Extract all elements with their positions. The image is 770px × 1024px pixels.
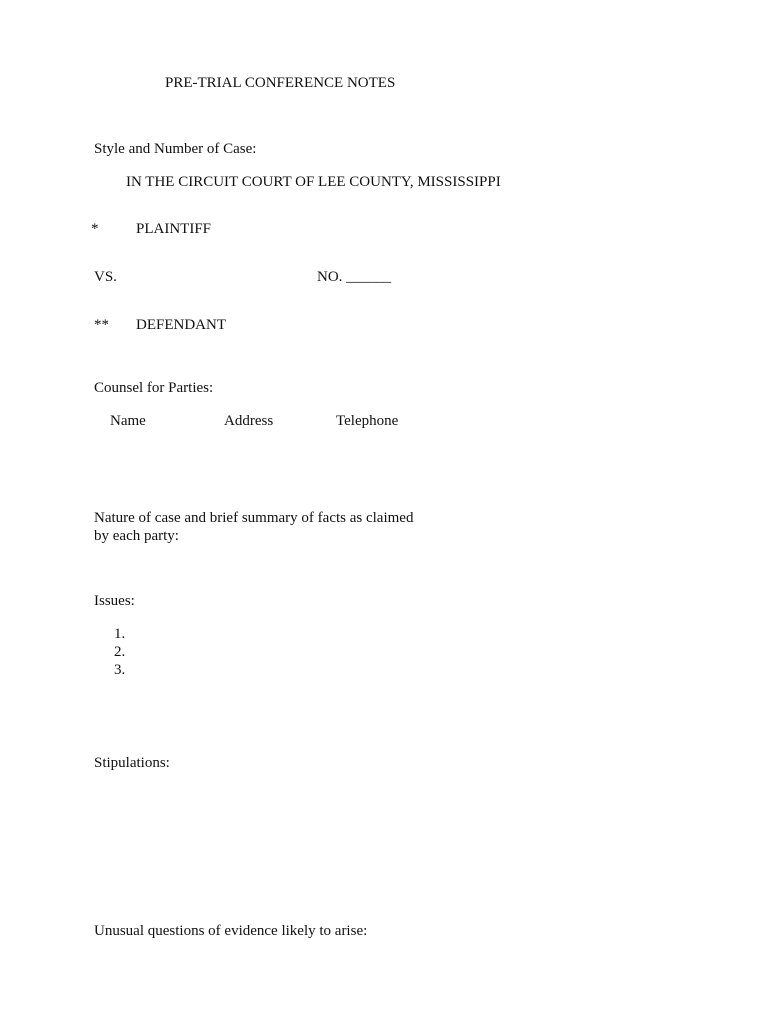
nature-line: by each party:: [94, 528, 179, 544]
defendant-marker: **: [94, 317, 109, 333]
plaintiff-label: PLAINTIFF: [136, 221, 212, 237]
issue-item: 3.: [114, 662, 126, 678]
court-heading: IN THE CIRCUIT COURT OF LEE COUNTY, MISSISSIPPI: [126, 174, 501, 190]
versus-label: VS.: [94, 269, 117, 285]
issue-item: 2.: [114, 644, 126, 660]
issues-list: [114, 625, 125, 679]
counsel-column-address: Address: [224, 413, 274, 429]
nature-of-case-label: [94, 509, 434, 545]
defendant-label: DEFENDANT: [136, 317, 226, 333]
case-style-label: Style and Number of Case:: [94, 141, 257, 157]
counsel-section-label: Counsel for Parties:: [94, 380, 214, 396]
counsel-column-telephone: Telephone: [336, 413, 399, 429]
issues-label: Issues:: [94, 593, 135, 609]
stipulations-label: Stipulations:: [94, 755, 170, 771]
evidence-questions-label: Unusual questions of evidence likely to arise:: [94, 923, 368, 939]
counsel-column-name: Name: [110, 413, 146, 429]
plaintiff-marker: *: [91, 221, 99, 237]
case-number-field: NO. ______: [317, 269, 392, 285]
issue-item: 1.: [114, 626, 126, 642]
document-title: PRE-TRIAL CONFERENCE NOTES: [165, 75, 396, 91]
nature-line: Nature of case and brief summary of facts as claimed: [94, 510, 414, 526]
